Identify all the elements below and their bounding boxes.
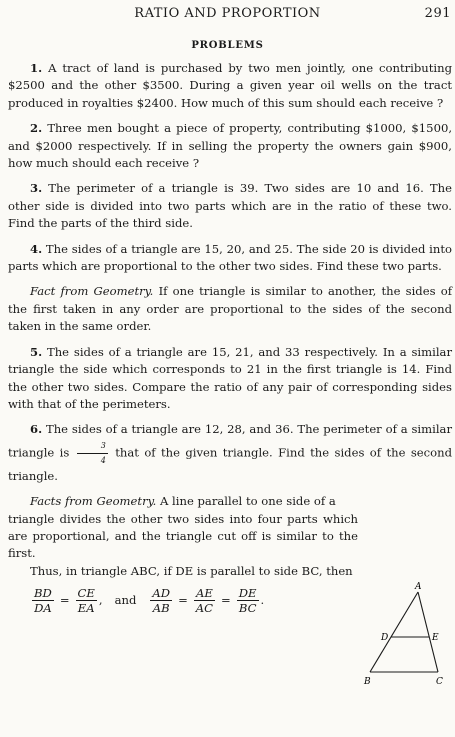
fact-from-geometry: Fact from Geometry. If one triangle is similar to another, the sides of the first taken in any order are proportional to the sides of the second taken in the same order. (8, 284, 453, 334)
side-ab (370, 592, 418, 672)
problem-1: 1. A tract of land is purchased by two men jointly, one contributing $2500 and the other $3500. During a given year oil wells on the tract produced in royalties $2400. How much of this sum should each receive ? (8, 61, 453, 110)
problem-2: 2. Three men bought a piece of property, contributing $1000, $1500, and $2000 respectively. If in selling the property the owners gain $900, how much should each receive ? (8, 121, 453, 171)
problem-3: 3. The perimeter of a triangle is 39. Two sides are 10 and 16. The other side is divided into two parts which are in the ratio of these two. Find the parts of the third side. (8, 181, 452, 231)
proportion-formula: $\frac{BD}{DA}$ = $\frac{CE}{EA}$ , and $\frac{AD}{AB}$ = $\frac{AE}{AC}$ = $\frac{DE}{BC}$ . (34, 586, 265, 616)
label-b: B (364, 677, 371, 687)
fraction-ce-ea: $\frac{CE}{EA}$ (77, 586, 95, 616)
label-c: C (436, 677, 443, 687)
fraction-ad-ab: $\frac{AD}{AB}$ (152, 586, 171, 616)
facts-text: triangle divides the other two sides into four parts which are proportional, and the triangle cut off is similar to the first. (8, 511, 358, 561)
section-title: PROBLEMS (191, 40, 264, 51)
page-body (8, 60, 452, 615)
fraction-de-bc: $\frac{DE}{BC}$ (238, 586, 257, 616)
running-head: RATIO AND PROPORTION (134, 6, 321, 21)
triangle-abc-diagram (360, 580, 450, 690)
fraction-ae-ac: $\frac{AE}{AC}$ (195, 586, 214, 616)
label-e: E (432, 633, 439, 643)
page-number: 291 (424, 6, 451, 21)
fraction-bd-da: $\frac{BD}{DA}$ (34, 586, 52, 616)
fraction-three-quarters: $\frac{3}{4}$ (77, 439, 108, 468)
problem-6: 6. The sides of a triangle are 12, 28, and 36. The perimeter of a similar triangle is $\frac{3}{4}$ that of the given triangle. Find the sides of the second triangle. (8, 422, 453, 483)
facts-from-geometry: Facts from Geometry. A line parallel to one side of a (30, 494, 336, 509)
label-d: D (381, 633, 389, 643)
problem-4: 4. The sides of a triangle are 15, 20, and 25. The side 20 is divided into parts which are proportional to the other two sides. Find these two parts. (8, 241, 452, 274)
side-ac (418, 592, 438, 672)
thus-text: Thus, in triangle ABC, if DE is parallel to side BC, then (30, 563, 353, 578)
problem-5: 5. The sides of a triangle are 15, 21, and 33 respectively. In a similar triangle the side which corresponds to 21 in the first triangle is 14. Find the other two sides. Compare the ratio of any pair of corresponding sides with that of the perimeters. (8, 344, 453, 411)
label-a: A (415, 582, 422, 592)
triangle-figure (360, 580, 450, 690)
page-header (0, 6, 455, 24)
